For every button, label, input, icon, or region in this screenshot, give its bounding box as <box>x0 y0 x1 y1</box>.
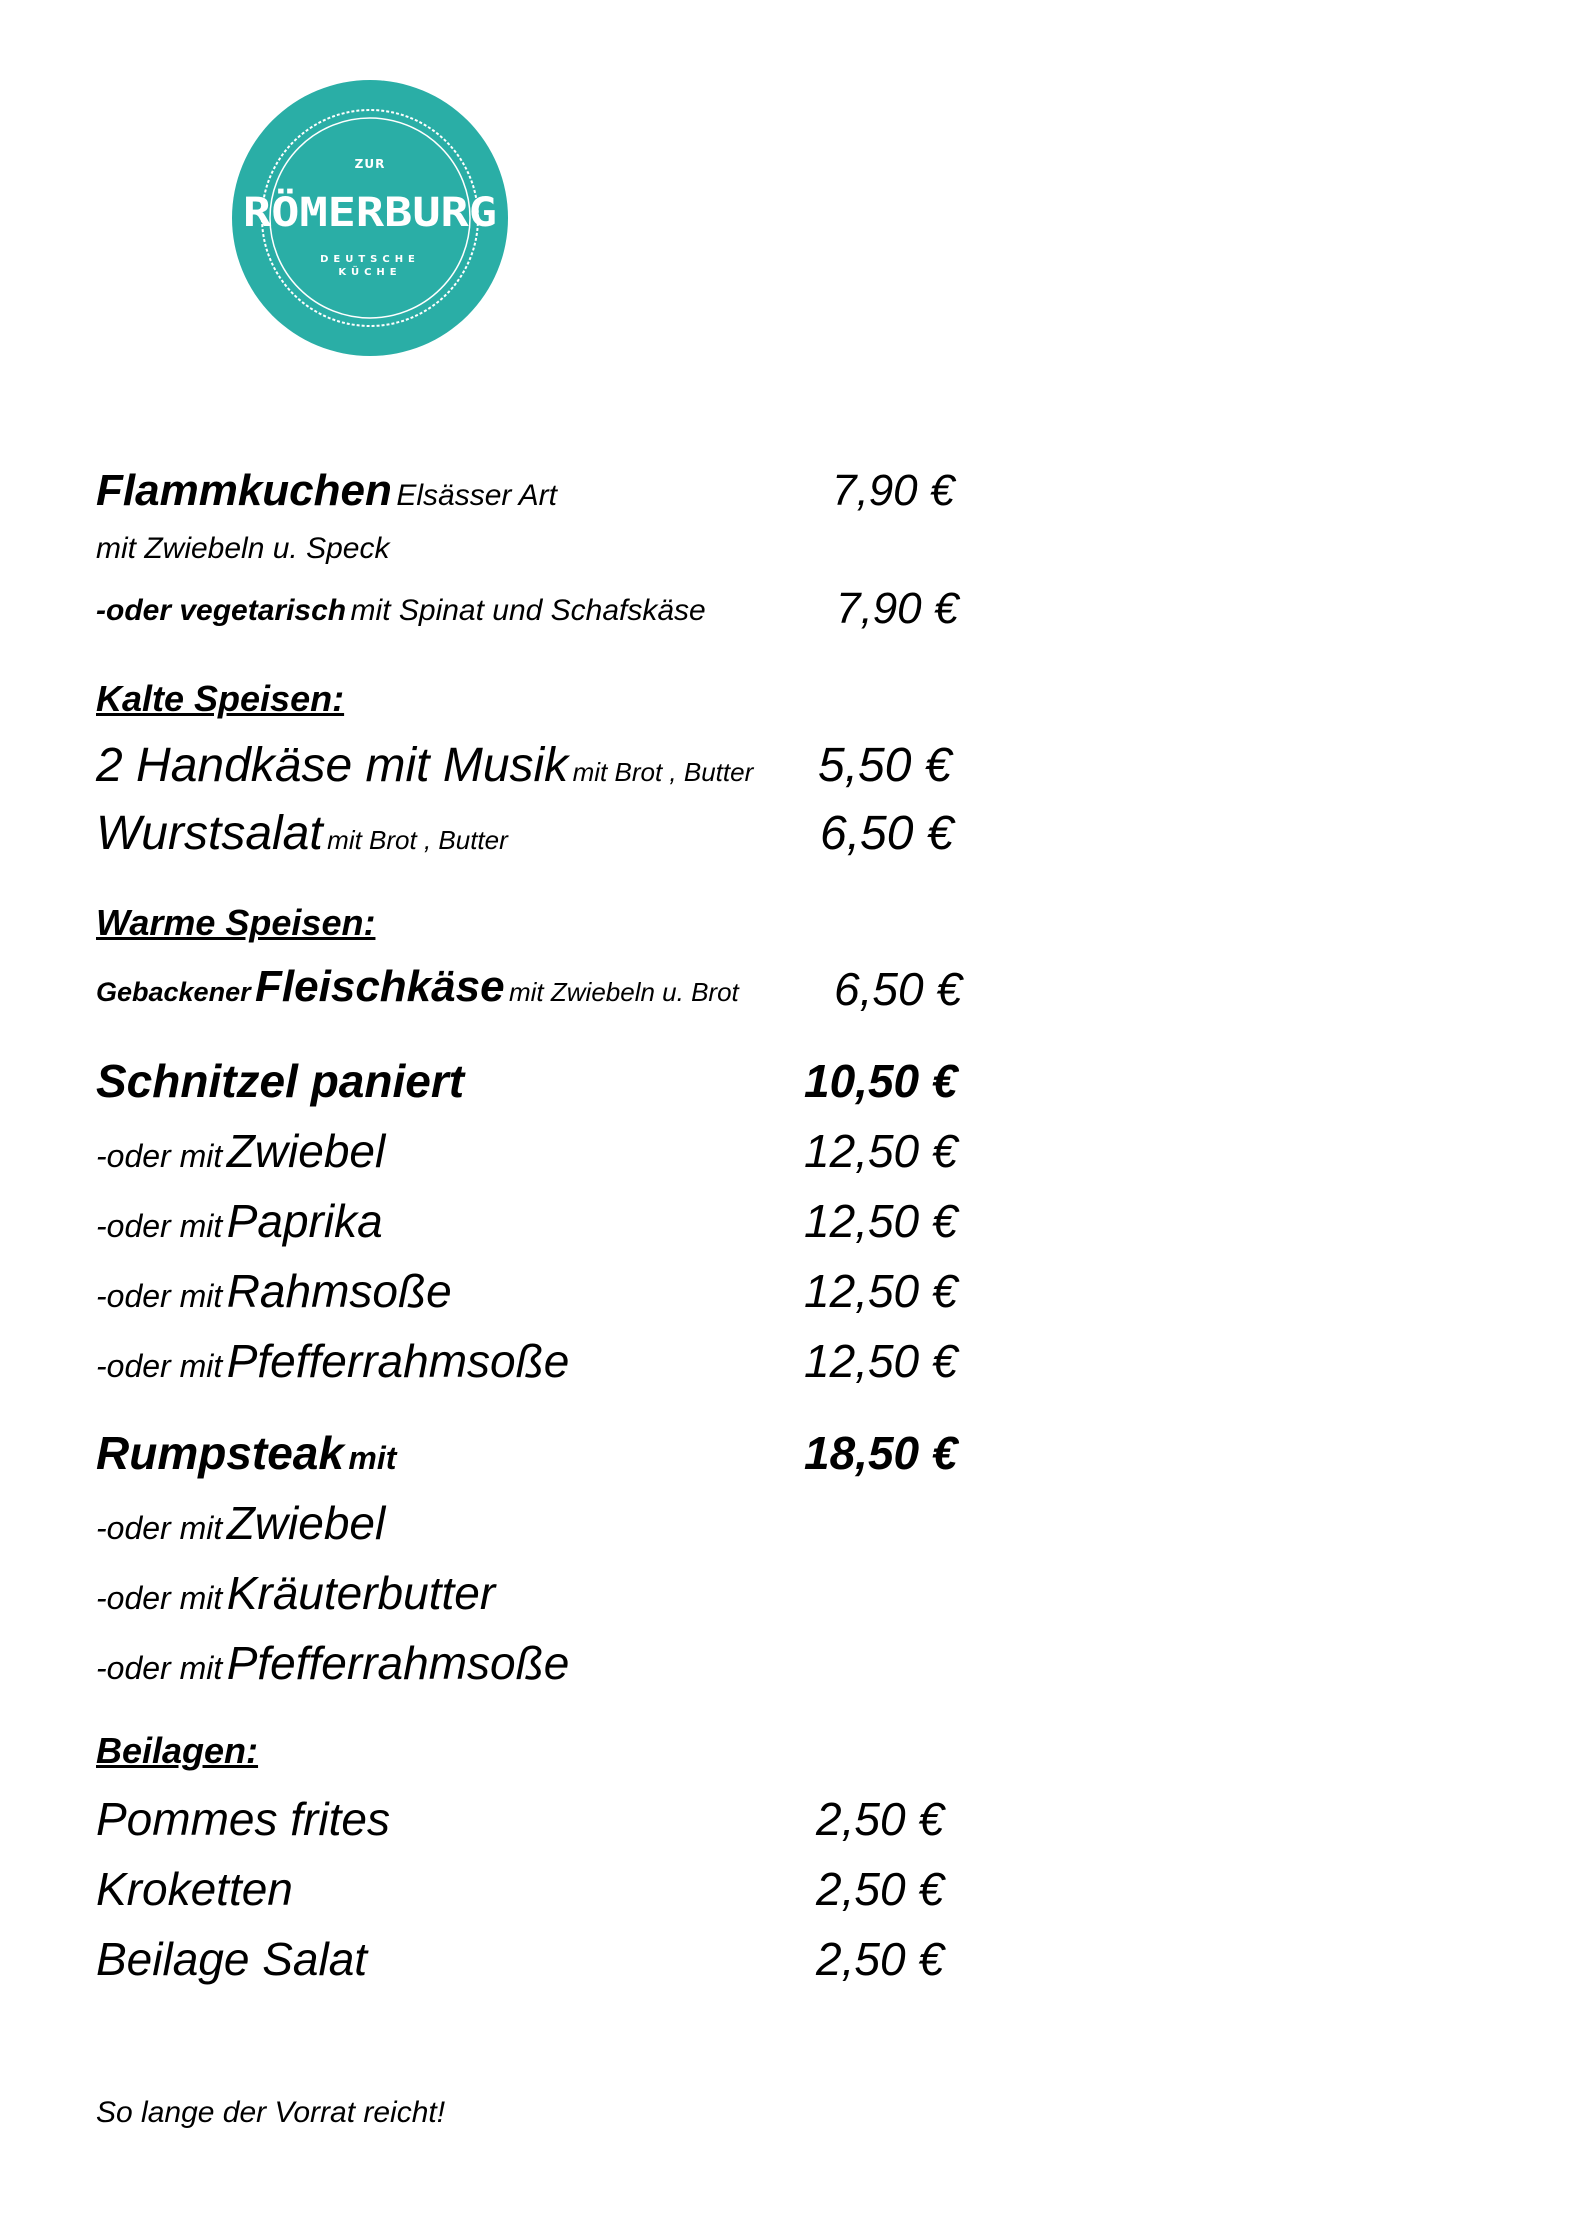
rumpsteak-option-prefix: -oder mit <box>96 1510 223 1546</box>
fleischkaese-row <box>96 962 739 1012</box>
kalte-item-name: 2 Handkäse mit Musik <box>96 739 569 792</box>
schnitzel-option <box>96 1264 452 1318</box>
kalte-item-price: 6,50 € <box>820 807 954 860</box>
kalte-item-name: Wurstsalat <box>96 807 323 860</box>
rumpsteak-option-prefix: -oder mit <box>96 1650 223 1686</box>
rumpsteak-suffix: mit <box>348 1440 397 1476</box>
beilage-item-price: 2,50 € <box>816 1863 944 1915</box>
schnitzel-option-name: Pfefferrahmsoße <box>226 1335 570 1387</box>
kalte-item-desc: mit Brot , Butter <box>572 757 754 787</box>
rumpsteak-option <box>96 1496 385 1550</box>
schnitzel-price: 10,50 € <box>804 1055 958 1107</box>
kalte-item <box>96 738 753 793</box>
schnitzel-option-prefix: -oder mit <box>96 1208 223 1244</box>
restaurant-logo <box>230 78 510 358</box>
fleischkaese-desc: mit Zwiebeln u. Brot <box>509 977 739 1007</box>
flammkuchen-style: Elsässer Art <box>396 479 557 512</box>
rumpsteak-option <box>96 1566 495 1620</box>
schnitzel-option-price: 12,50 € <box>804 1125 958 1177</box>
rumpsteak-option <box>96 1636 569 1690</box>
kalte-heading: Kalte Speisen: <box>96 678 345 719</box>
footer-note: So lange der Vorrat reicht! <box>96 2096 446 2129</box>
flammkuchen-veg-row <box>96 594 706 628</box>
schnitzel-option-price: 12,50 € <box>804 1265 958 1317</box>
flammkuchen-veg-desc: mit Spinat und Schafskäse <box>350 594 706 627</box>
logo-sub-line2: KÜCHE <box>338 267 402 278</box>
fleischkaese-price: 6,50 € <box>834 963 962 1015</box>
rumpsteak-name: Rumpsteak <box>96 1427 344 1479</box>
beilage-item-name: Pommes frites <box>96 1793 390 1845</box>
beilage-item-name: Beilage Salat <box>96 1933 368 1985</box>
fleischkaese-prefix: Gebackener <box>96 977 251 1007</box>
schnitzel-option-price: 12,50 € <box>804 1195 958 1247</box>
flammkuchen-row <box>96 466 557 516</box>
schnitzel-option-prefix: -oder mit <box>96 1348 223 1384</box>
rumpsteak-price: 18,50 € <box>804 1427 958 1479</box>
schnitzel-option-prefix: -oder mit <box>96 1278 223 1314</box>
schnitzel-option-prefix: -oder mit <box>96 1138 223 1174</box>
kalte-item-price: 5,50 € <box>818 739 952 792</box>
flammkuchen-veg-label: -oder vegetarisch <box>96 594 347 627</box>
logo-name: RÖMERBURG <box>243 190 460 236</box>
schnitzel-option <box>96 1334 569 1388</box>
kalte-item <box>96 806 508 861</box>
beilage-item-price: 2,50 € <box>816 1933 944 1985</box>
rumpsteak-option-name: Kräuterbutter <box>226 1567 496 1619</box>
beilagen-heading: Beilagen: <box>96 1730 259 1771</box>
schnitzel-option-name: Paprika <box>226 1195 383 1247</box>
rumpsteak-row <box>96 1426 396 1480</box>
schnitzel-option-price: 12,50 € <box>804 1335 958 1387</box>
rumpsteak-option-prefix: -oder mit <box>96 1580 223 1616</box>
kalte-item-desc: mit Brot , Butter <box>327 825 508 855</box>
schnitzel-option-name: Zwiebel <box>226 1125 386 1177</box>
warme-heading: Warme Speisen: <box>96 902 376 943</box>
rumpsteak-option-name: Zwiebel <box>226 1497 386 1549</box>
rumpsteak-option-name: Pfefferrahmsoße <box>226 1637 570 1689</box>
schnitzel-option <box>96 1124 385 1178</box>
schnitzel-name: Schnitzel paniert <box>96 1055 465 1107</box>
logo-sub-line1: DEUTSCHE <box>320 254 420 265</box>
flammkuchen-veg-price: 7,90 € <box>836 584 959 633</box>
schnitzel-option <box>96 1194 383 1248</box>
logo-top-text: ZUR <box>354 157 386 171</box>
flammkuchen-price: 7,90 € <box>832 466 955 515</box>
flammkuchen-name: Flammkuchen <box>96 466 392 515</box>
beilage-item-name: Kroketten <box>96 1863 293 1915</box>
schnitzel-option-name: Rahmsoße <box>226 1265 452 1317</box>
flammkuchen-desc: mit Zwiebeln u. Speck <box>96 532 390 565</box>
beilage-item-price: 2,50 € <box>816 1793 944 1845</box>
fleischkaese-name: Fleischkäse <box>255 962 505 1011</box>
